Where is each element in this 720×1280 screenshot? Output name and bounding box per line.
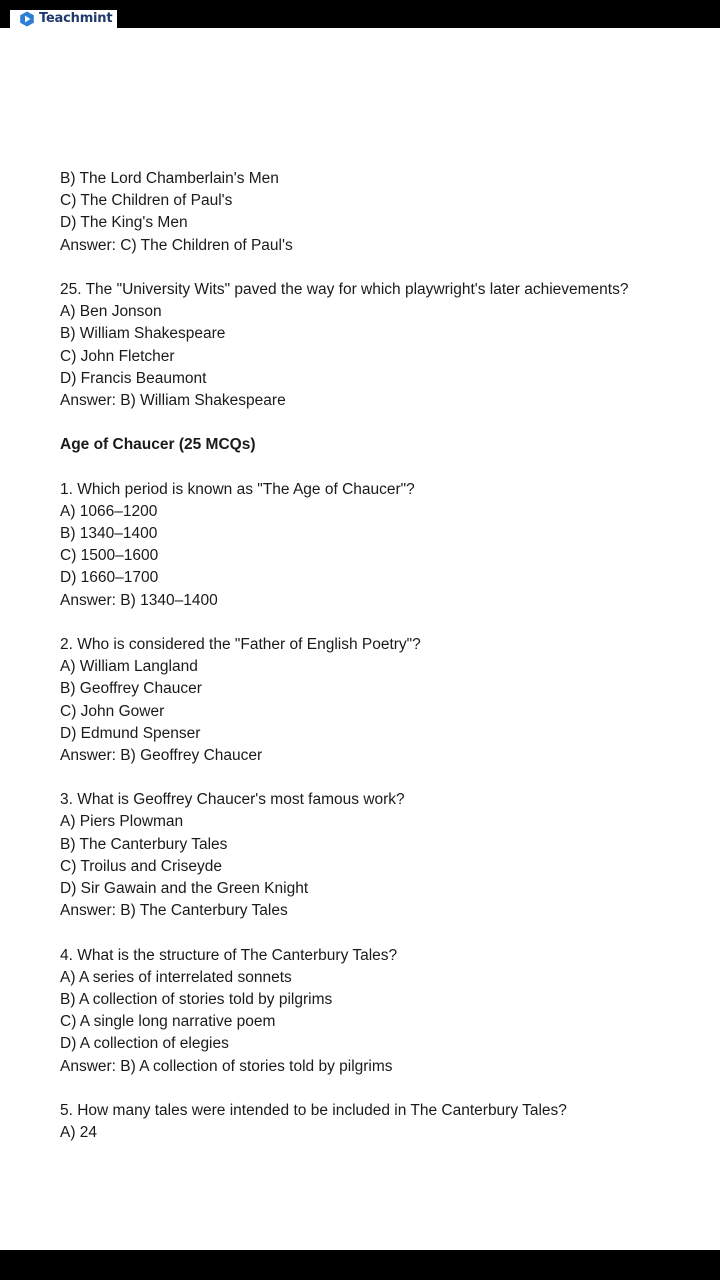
text-line: Answer: C) The Children of Paul's <box>60 236 293 254</box>
text-line: D) 1660–1700 <box>60 569 159 587</box>
text-line: 25. The "University Wits" paved the way for which playwright's later achievements? <box>60 280 629 298</box>
brand-watermark <box>10 10 117 28</box>
text-line: A) William Langland <box>60 658 198 676</box>
text-line: C) A single long narrative poem <box>60 1013 276 1031</box>
teachmint-logo-icon <box>19 11 35 27</box>
section-heading: Age of Chaucer (25 MCQs) <box>60 436 256 454</box>
document-body <box>60 168 700 1144</box>
text-line: 3. What is Geoffrey Chaucer's most famous work? <box>60 791 405 809</box>
text-line: D) A collection of elegies <box>60 1035 229 1053</box>
text-line: B) Geoffrey Chaucer <box>60 680 202 698</box>
text-line: Answer: B) Geoffrey Chaucer <box>60 746 263 764</box>
text-line: 2. Who is considered the "Father of English Poetry"? <box>60 635 421 653</box>
text-line: 5. How many tales were intended to be included in The Canterbury Tales? <box>60 1101 567 1119</box>
text-line: D) Edmund Spenser <box>60 724 201 742</box>
paragraph-gap <box>60 456 700 478</box>
text-line: A) Ben Jonson <box>60 303 162 321</box>
paragraph-gap <box>60 612 700 634</box>
text-line: C) John Gower <box>60 702 165 720</box>
text-line: Answer: B) The Canterbury Tales <box>60 902 288 920</box>
text-line: C) John Fletcher <box>60 347 175 365</box>
text-line: Answer: B) A collection of stories told by pilgrims <box>60 1057 393 1075</box>
text-line: B) 1340–1400 <box>60 525 158 542</box>
top-bar <box>0 0 720 28</box>
text-line: C) 1500–1600 <box>60 547 159 565</box>
text-line: B) A collection of stories told by pilgrims <box>60 990 333 1008</box>
text-line: A) A series of interrelated sonnets <box>60 968 292 986</box>
text-line: Answer: B) William Shakespeare <box>60 391 286 409</box>
text-line: B) William Shakespeare <box>60 325 226 343</box>
text-line: B) The Canterbury Tales <box>60 835 228 853</box>
bottom-bar <box>0 1250 720 1280</box>
text-line: 4. What is the structure of The Canterbury Tales? <box>60 946 398 964</box>
paragraph-gap <box>60 767 700 789</box>
paragraph-gap <box>60 1078 700 1100</box>
text-line: A) 24 <box>60 1124 98 1142</box>
text-line: A) 1066–1200 <box>60 502 158 520</box>
text-line: D) Sir Gawain and the Green Knight <box>60 880 309 897</box>
text-line: Answer: B) 1340–1400 <box>60 591 218 609</box>
paragraph-gap <box>60 257 700 279</box>
paragraph-gap <box>60 922 700 944</box>
text-line: D) Francis Beaumont <box>60 369 207 387</box>
text-line: C) The Children of Paul's <box>60 192 233 210</box>
text-line: C) Troilus and Criseyde <box>60 857 222 875</box>
text-line: A) Piers Plowman <box>60 813 184 831</box>
text-line: D) The King's Men <box>60 214 188 232</box>
brand-name: Teachmint <box>39 11 113 26</box>
paragraph-gap <box>60 412 700 434</box>
text-line: 1. Which period is known as "The Age of Chaucer"? <box>60 480 415 498</box>
text-line: B) The Lord Chamberlain's Men <box>60 170 279 187</box>
